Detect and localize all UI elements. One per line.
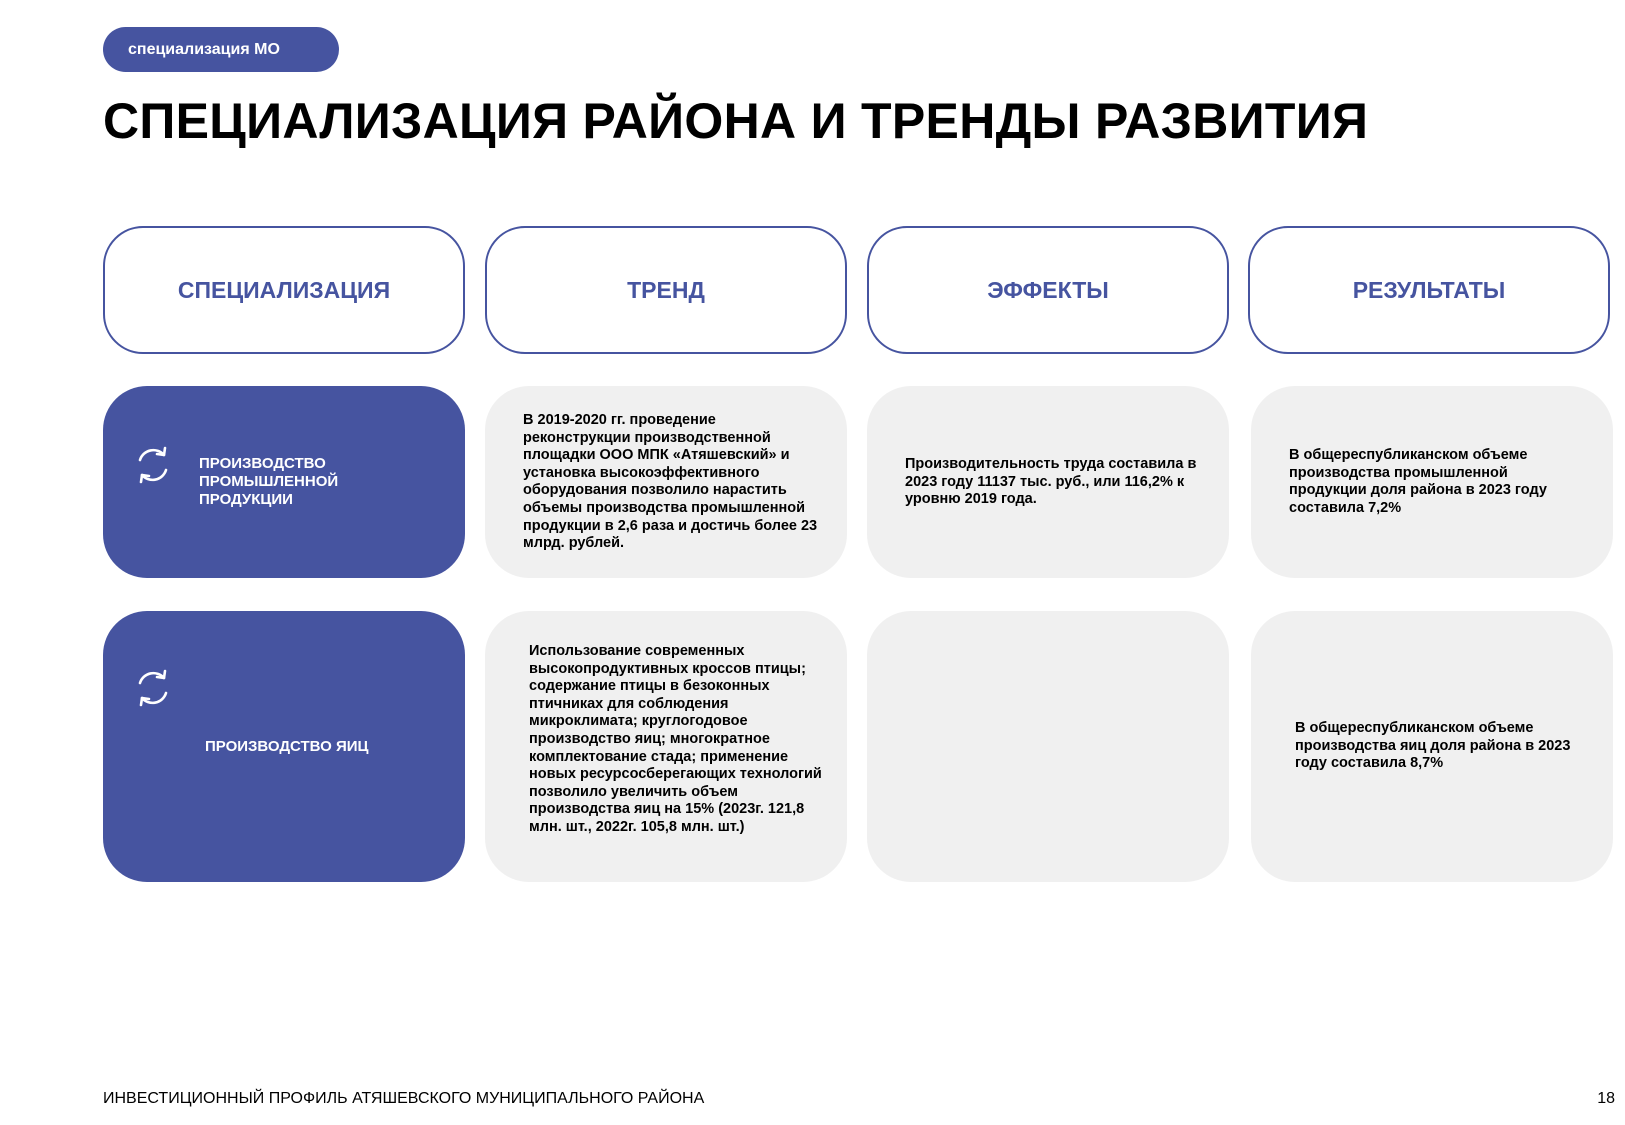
column-header-trend: ТРЕНД [485, 226, 847, 354]
trend-text: Использование современных высокопродуктивных кроссов птицы; содержание птицы в безоконных птичниках для соблюдения микроклимата; круглогодовое производство яиц; многократное комплектование стада; применение новых ресурсосберегающих технологий позволило увеличить объем производства яиц на 15% (2023г. 121,8 млн. шт., 2022г. 105,8 млн. шт.) [529, 643, 822, 835]
column-header-results: РЕЗУЛЬТАТЫ [1248, 226, 1610, 354]
column-header-effects: ЭФФЕКТЫ [867, 226, 1229, 354]
results-text: В общереспубликанском объеме производства яиц доля района в 2023 году составила 8,7% [1295, 720, 1571, 772]
results-text: В общереспубликанском объеме производства промышленной продукции доля района в 2023 году составила 7,2% [1289, 447, 1547, 516]
column-header-specialization: СПЕЦИАЛИЗАЦИЯ [103, 226, 465, 354]
effects-cell [867, 386, 1229, 578]
specialization-label: ПРОИЗВОДСТВО ЯИЦ [205, 738, 369, 755]
specialization-card [103, 611, 465, 882]
page-title: СПЕЦИАЛИЗАЦИЯ РАЙОНА И ТРЕНДЫ РАЗВИТИЯ [103, 93, 1369, 149]
trend-text: В 2019-2020 гг. проведение реконструкции производственной площадки ООО МПК «Атяшевский» и установка высокоэффективного оборудования позволило нарастить объемы производства промышленной продукции в 2,6 раза и достичь более 23 млрд. рублей. [523, 412, 818, 552]
effects-cell [867, 611, 1229, 882]
page-number: 18 [1597, 1090, 1615, 1107]
refresh-icon [131, 443, 175, 487]
results-cell [1251, 386, 1613, 578]
section-tag: специализация МО [103, 27, 339, 72]
specialization-label: ПРОИЗВОДСТВО ПРОМЫШЛЕННОЙ ПРОДУКЦИИ [199, 455, 339, 508]
specialization-card [103, 386, 465, 578]
refresh-icon [131, 666, 175, 710]
effects-text: Производительность труда составила в 2023 году 11137 тыс. руб., или 116,2% к уровню 2019 года. [905, 456, 1197, 508]
footer-text: ИНВЕСТИЦИОННЫЙ ПРОФИЛЬ АТЯШЕВСКОГО МУНИЦИПАЛЬНОГО РАЙОНА [103, 1090, 705, 1107]
trend-cell [485, 386, 847, 578]
trend-cell [485, 611, 847, 882]
results-cell [1251, 611, 1613, 882]
